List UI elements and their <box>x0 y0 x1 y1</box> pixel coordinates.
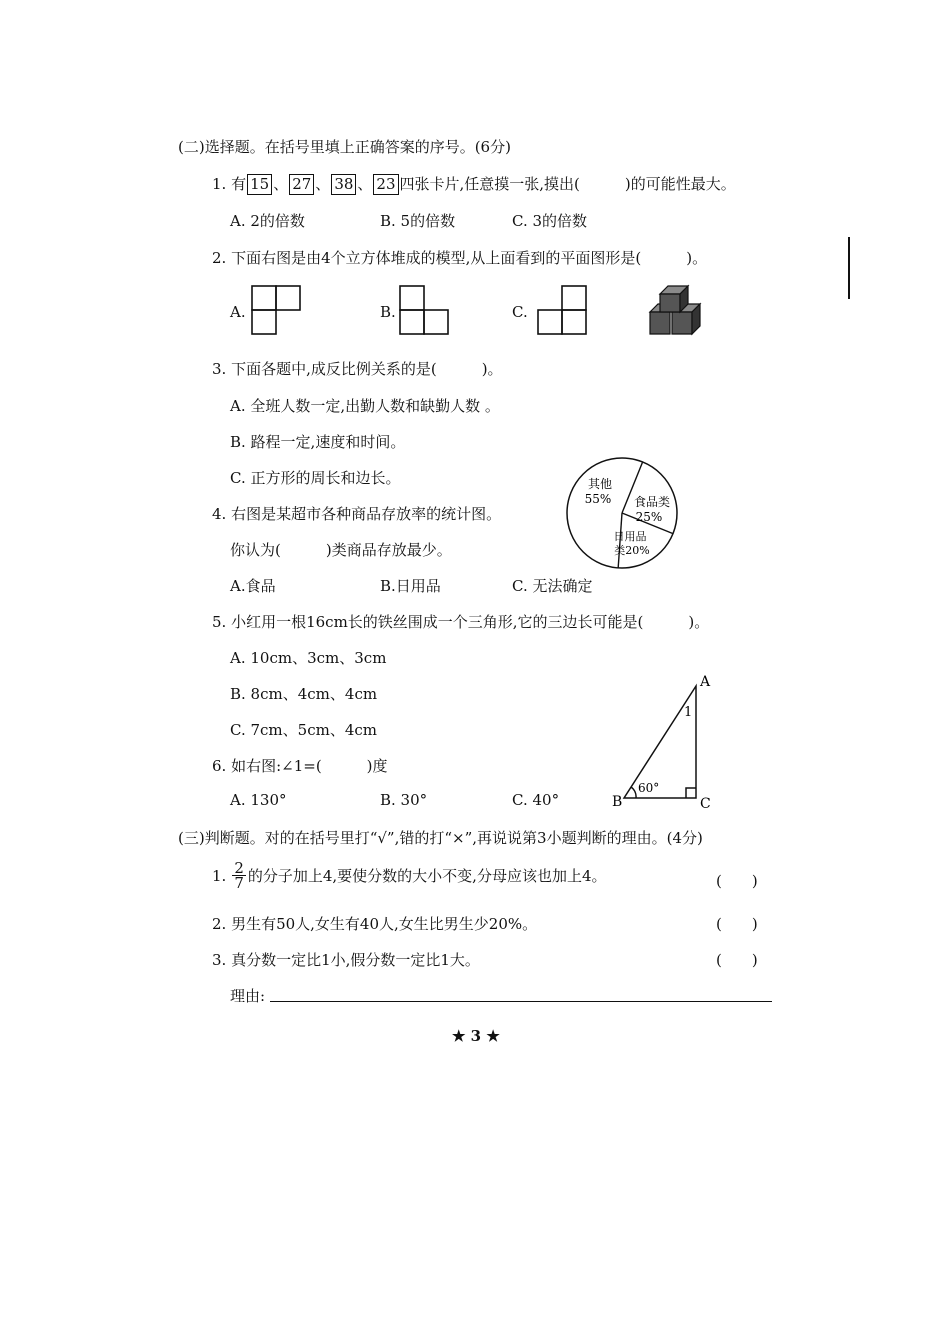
q3-option-b: B. 路程一定,速度和时间。 <box>230 433 406 451</box>
page-number: ★ 3 ★ <box>452 1027 500 1045</box>
q6-option-c: C. 40° <box>512 791 560 809</box>
shape-option-c <box>536 284 590 338</box>
pie-label-other-value: 55% <box>584 492 612 506</box>
q1-option-b: B. 5的倍数 <box>380 212 456 230</box>
q6-text: 6. 如右图:∠1=( )度 <box>212 757 388 775</box>
card-2: 27 <box>289 174 314 195</box>
angle-b-label: 60° <box>638 781 660 795</box>
margin-mark <box>848 237 850 299</box>
judge-q3-bracket[interactable]: ( ) <box>716 951 758 969</box>
fraction-2-7: $\frac{2}{7}$ <box>234 859 244 892</box>
q2-label-a: A. <box>230 303 246 321</box>
vertex-c-label: C <box>700 796 711 812</box>
pie-label-food-name: 食品类 <box>633 495 671 509</box>
q4-option-a: A.食品 <box>230 577 276 595</box>
pie-label-daily-value: 类20% <box>614 544 650 557</box>
judge-q2-bracket[interactable]: ( ) <box>716 915 758 933</box>
q4-text: 4. 右图是某超市各种商品存放率的统计图。 <box>212 505 502 523</box>
pie-label-daily-name: 日用品 <box>613 530 647 543</box>
q2-label-c: C. <box>512 303 528 321</box>
judge-q2-text: 2. 男生有50人,女生有40人,女生比男生少20%。 <box>212 915 538 933</box>
q5-option-b: B. 8cm、4cm、4cm <box>230 685 378 703</box>
q3-text: 3. 下面各题中,成反比例关系的是( )。 <box>212 360 503 378</box>
angle-1-label: 1 <box>684 705 693 720</box>
q4-option-b: B.日用品 <box>380 577 441 595</box>
judge-q1-bracket[interactable]: ( ) <box>716 872 758 890</box>
reason-label: 理由: <box>230 987 266 1005</box>
q4-line2: 你认为( )类商品存放最少。 <box>230 541 452 559</box>
pie-label-food-value: 25% <box>635 510 663 524</box>
q1-option-c: C. 3的倍数 <box>512 212 588 230</box>
section-2-title: (二)选择题。在括号里填上正确答案的序号。(6分) <box>178 138 511 156</box>
section-3-title: (三)判断题。对的在括号里打“√”,错的打“×”,再说说第3小题判断的理由。(4分) <box>178 829 703 847</box>
judge-q3-text: 3. 真分数一定比1小,假分数一定比1大。 <box>212 951 480 969</box>
card-4: 23 <box>373 174 398 195</box>
q6-option-b: B. 30° <box>380 791 428 809</box>
triangle-figure <box>604 670 724 815</box>
pie-label-other-name: 其他 <box>587 477 613 491</box>
card-3: 38 <box>331 174 356 195</box>
q1-line: 1. 有 15 、 27 、 38 、 23 四张卡片,任意摸一张,摸出( )的可能性最大。 <box>212 175 736 193</box>
vertex-b-label: B <box>612 794 623 810</box>
q2-label-b: B. <box>380 303 396 321</box>
vertex-a-label: A <box>700 674 711 690</box>
q5-option-c: C. 7cm、5cm、4cm <box>230 721 377 739</box>
q5-text: 5. 小红用一根16cm长的铁丝围成一个三角形,它的三边长可能是( )。 <box>212 613 710 631</box>
q3-option-a: A. 全班人数一定,出勤人数和缺勤人数 。 <box>230 397 500 415</box>
pie-chart <box>562 454 682 572</box>
q5-option-a: A. 10cm、3cm、3cm <box>230 649 387 667</box>
q6-option-a: A. 130° <box>230 791 287 809</box>
q1-option-a: A. 2的倍数 <box>230 212 305 230</box>
q4-option-c: C. 无法确定 <box>512 577 593 595</box>
shape-option-a <box>250 284 304 338</box>
judge-q1-line: 1. $\frac{2}{7}$ 的分子加上4,要使分数的大小不变,分母应该也加上4。 <box>212 859 607 892</box>
shape-option-b <box>398 284 452 338</box>
reason-answer-line[interactable] <box>270 1001 772 1002</box>
cube-model-figure <box>648 284 706 338</box>
q3-option-c: C. 正方形的周长和边长。 <box>230 469 401 487</box>
q2-text: 2. 下面右图是由4个立方体堆成的模型,从上面看到的平面图形是( )。 <box>212 249 708 267</box>
card-1: 15 <box>247 174 272 195</box>
